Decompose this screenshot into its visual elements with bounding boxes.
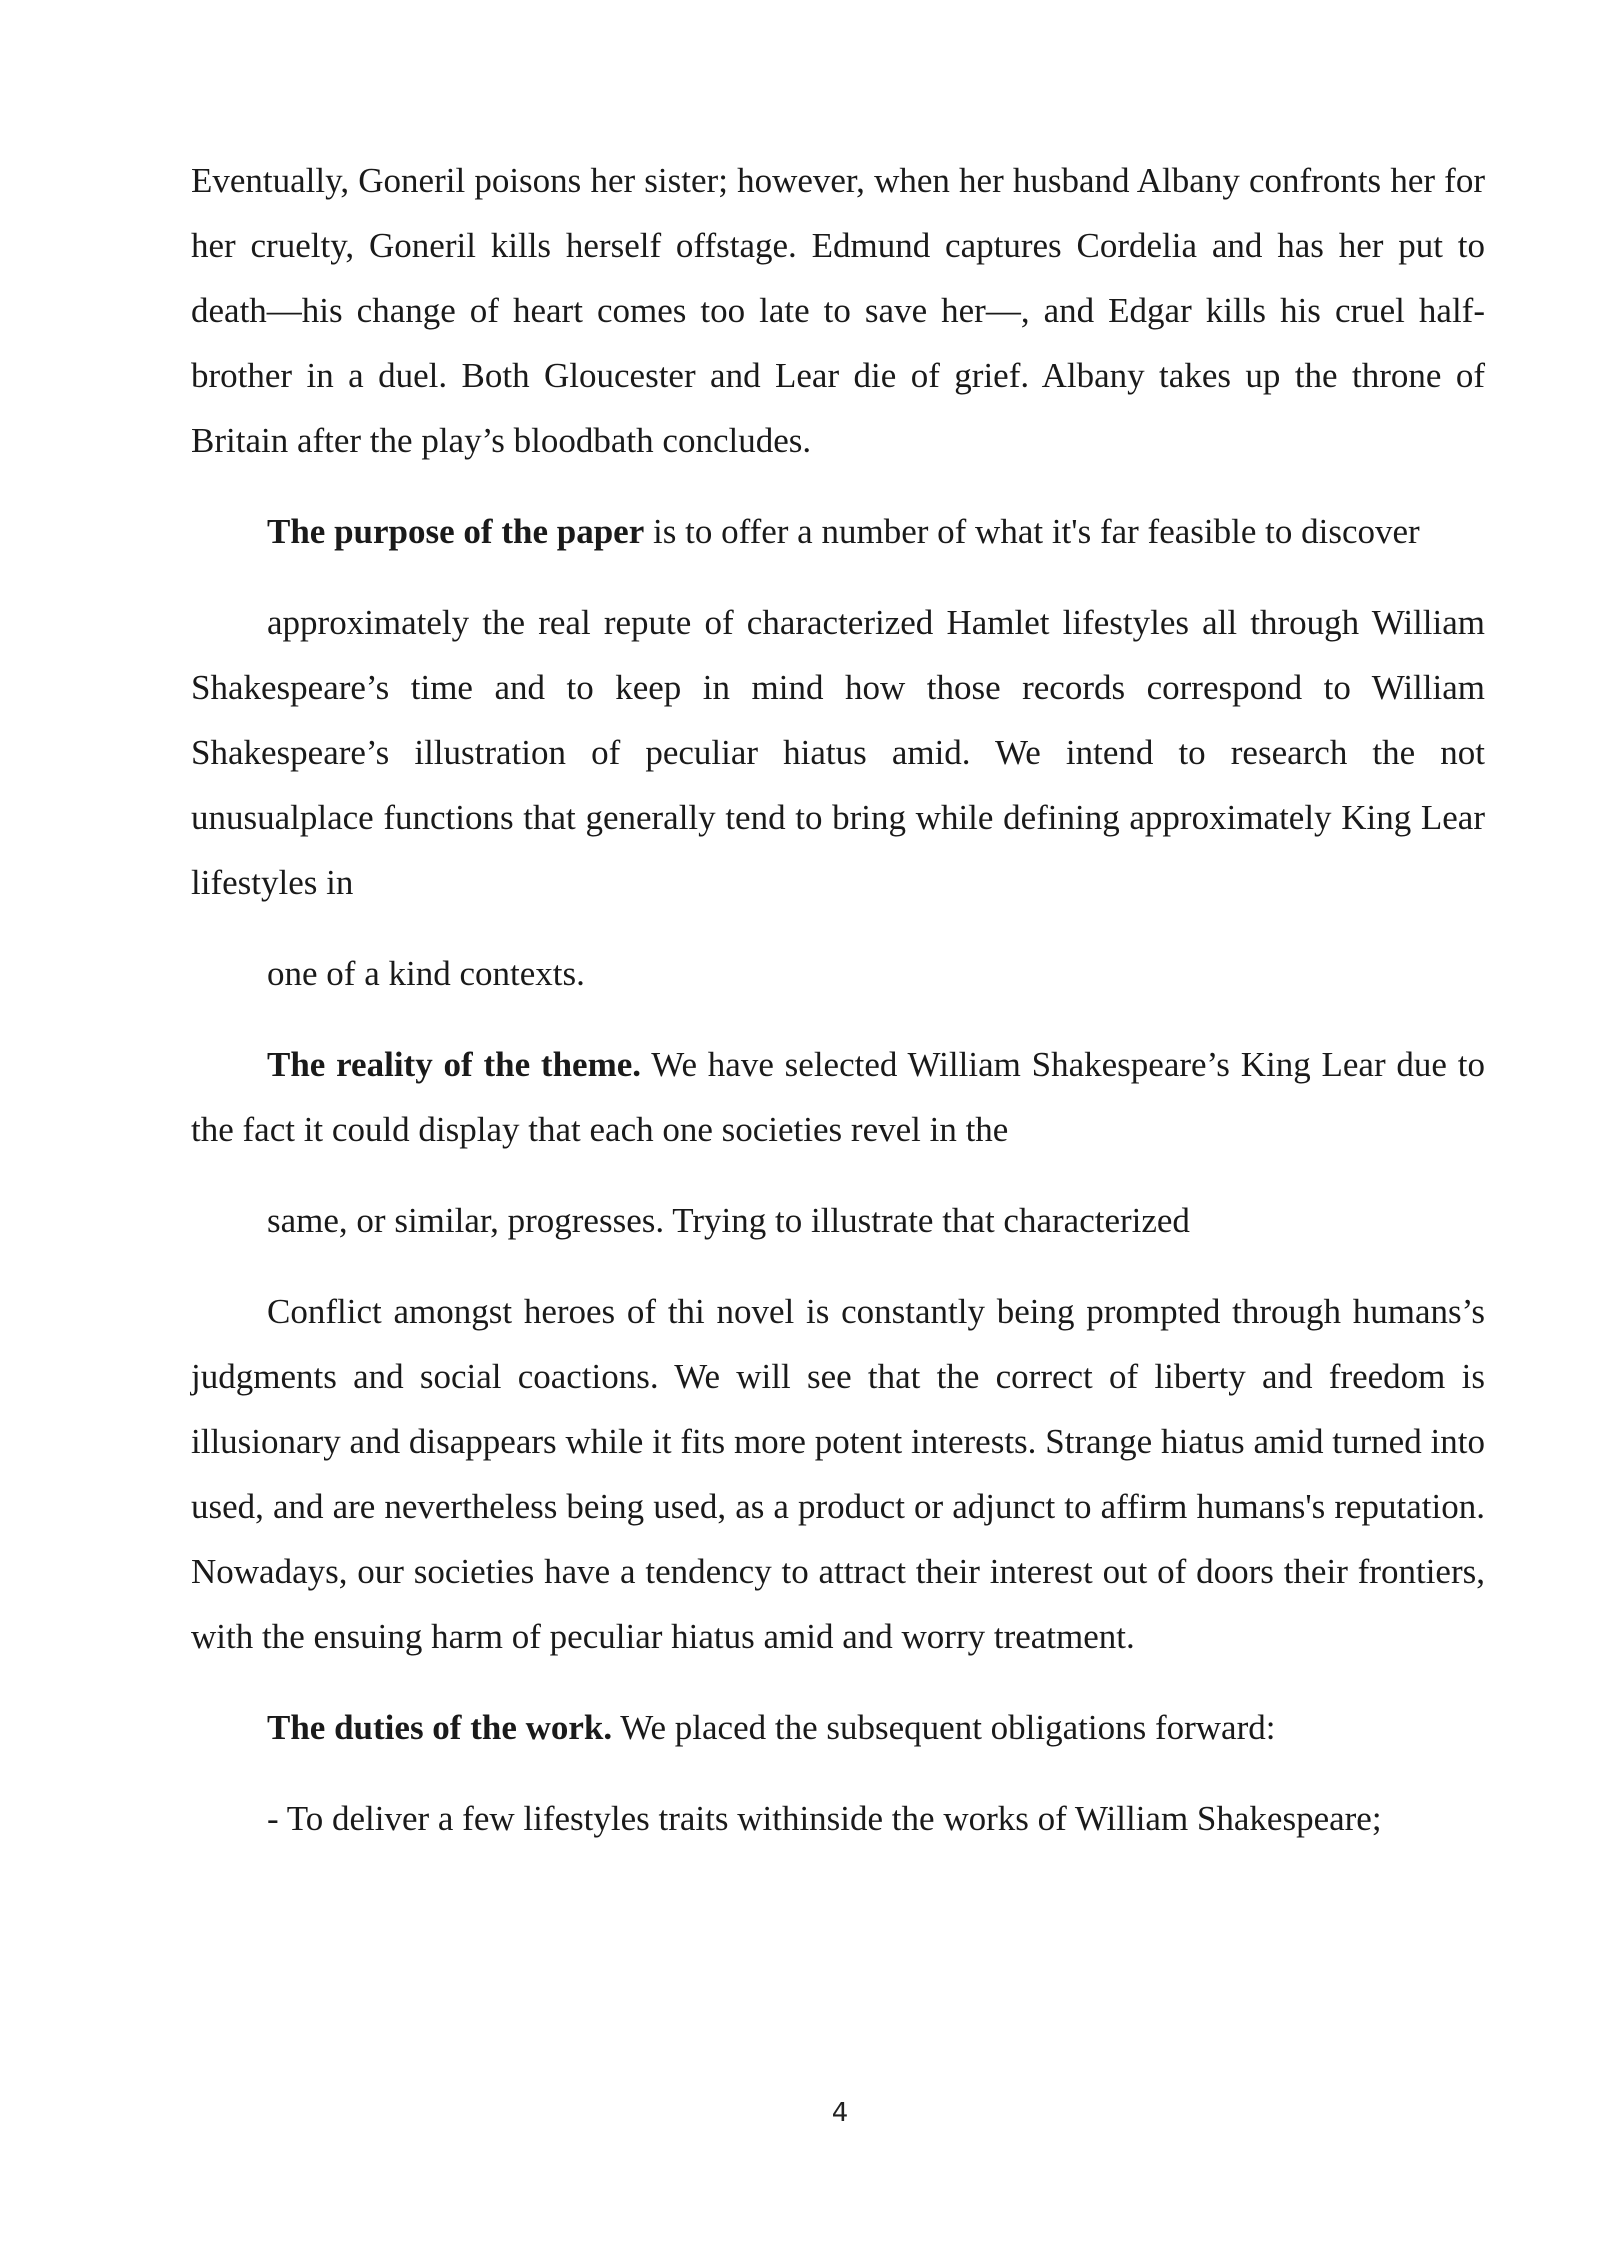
paragraph-conflict: Conflict amongst heroes of thi novel is constantly being prompted through humans’s judgments and social coactions. We will see that the correct of liberty and freedom is illusionary and disappears while it fits more potent interests. Strange hiatus amid turned into used, and are nevertheless being used, as a product or adjunct to affirm humans's reputation. Nowadays, our societies have a tendency to attract their interest out of doors their frontiers, with the ensuing harm of peculiar hiatus amid and worry treatment. bbox=[191, 1292, 1485, 1656]
theme-text: We have selected William Shakespeare’s King Lear due to the fact it could display that each one societies revel in the bbox=[191, 1045, 1485, 1149]
duties-text: We placed the subsequent obligations forward: bbox=[612, 1708, 1276, 1747]
paragraph-purpose bbox=[191, 499, 1485, 564]
heading-purpose: The purpose of the paper bbox=[267, 512, 645, 551]
heading-duties: The duties of the work. bbox=[267, 1708, 613, 1747]
paragraph-progresses: same, or similar, progresses. Trying to illustrate that characterized bbox=[267, 1201, 1190, 1240]
paragraph-plot-summary: Eventually, Goneril poisons her sister; however, when her husband Albany confronts her for her cruelty, Goneril kills herself offstage. Edmund captures Cordelia and has her put to death—his change of heart comes too late to save her—, and Edgar kills his cruel half-brother in a duel. Both Gloucester and Lear die of grief. Albany takes up the throne of Britain after the play’s bloodbath concludes. bbox=[191, 161, 1485, 460]
heading-theme: The reality of the theme. bbox=[267, 1045, 642, 1084]
paragraph-purpose-continued: approximately the real repute of characterized Hamlet lifestyles all through William Shakespeare’s time and to keep in mind how those records correspond to William Shakespeare’s illustration of peculiar hiatus amid. We intend to research the not unusualplace functions that generally tend to bring while defining approximately King Lear lifestyles in bbox=[191, 603, 1485, 902]
document-page bbox=[191, 148, 1485, 1851]
purpose-text: is to offer a number of what it's far feasible to discover bbox=[644, 512, 1420, 551]
list-item-duty-1: - To deliver a few lifestyles traits withinside the works of William Shakespeare; bbox=[267, 1799, 1382, 1838]
page-number: 4 bbox=[831, 2098, 849, 2128]
paragraph-theme bbox=[191, 1032, 1485, 1162]
paragraph-contexts: one of a kind contexts. bbox=[267, 954, 585, 993]
paragraph-duties bbox=[191, 1695, 1485, 1760]
